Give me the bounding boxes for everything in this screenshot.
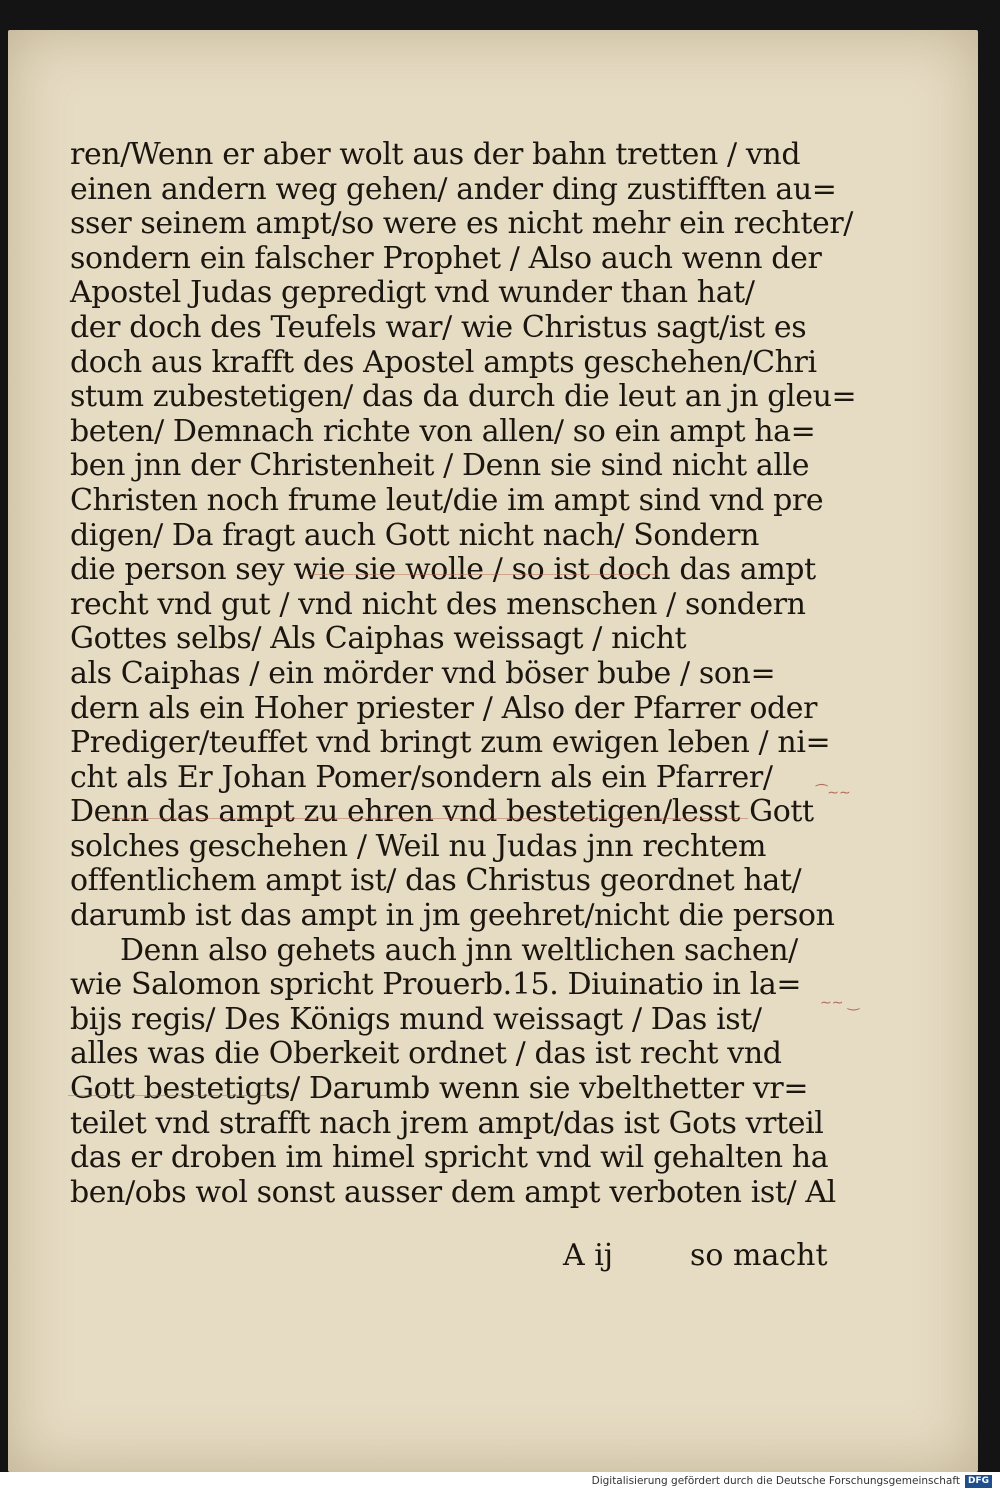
- text-line: wie Salomon spricht Prouerb.15. Diuinatio in la=: [70, 967, 802, 1003]
- text-line: recht vnd gut / vnd nicht des menschen / sondern: [70, 586, 806, 622]
- text-line: einen andern weg gehen/ ander ding zustifften au=: [70, 171, 837, 207]
- text-line: digen/ Da fragt auch Gott nicht nach/ Sondern: [70, 517, 760, 553]
- body-text: [70, 137, 857, 1210]
- margin-annotation-mark: ⁀∼∼: [816, 785, 851, 801]
- text-line: sser seinem ampt/so were es nicht mehr ein rechter/: [70, 206, 853, 242]
- book-page: [8, 30, 978, 1472]
- text-line: Christen noch frume leut/die im ampt sind vnd pre: [70, 482, 824, 518]
- funding-notice: Digitalisierung gefördert durch die Deutsche Forschungsgemeinschaft: [591, 1475, 960, 1487]
- text-line: das er droben im himel spricht vnd wil gehalten ha: [70, 1140, 829, 1176]
- underline-mark: [68, 1095, 288, 1096]
- underline-mark: [108, 818, 748, 819]
- text-line: ben jnn der Christenheit / Denn sie sind nicht alle: [70, 448, 810, 484]
- text-line: bijs regis/ Des Königs mund weissagt / Das ist/: [70, 1001, 762, 1037]
- dfg-logo: DFG: [965, 1475, 992, 1488]
- text-line: alles was die Oberkeit ordnet / das ist recht vnd: [70, 1036, 782, 1072]
- text-line: beten/ Demnach richte von allen/ so ein ampt ha=: [70, 413, 816, 449]
- text-line: offentlichem ampt ist/ das Christus geordnet hat/: [70, 863, 802, 899]
- text-line: ren/Wenn er aber wolt aus der bahn tretten / vnd: [70, 137, 801, 172]
- text-line: Gott bestetigts/ Darumb wenn sie vbelthetter vr=: [70, 1071, 809, 1107]
- text-line: sondern ein falscher Prophet / Also auch wenn der: [70, 240, 822, 276]
- text-line: Prediger/teuffet vnd bringt zum ewigen leben / ni=: [70, 725, 831, 761]
- footer-bar: [0, 1472, 1000, 1492]
- signature-mark: A ij: [563, 1238, 614, 1273]
- text-line: als Caiphas / ein mörder vnd böser bube / son=: [70, 655, 776, 691]
- text-line: ben/obs wol sonst ausser dem ampt verboten ist/ Al: [70, 1174, 836, 1210]
- text-line: solches geschehen / Weil nu Judas jnn rechtem: [70, 828, 767, 864]
- text-line: der doch des Teufels war/ wie Christus sagt/ist es: [70, 309, 807, 345]
- signature-mark-line: [563, 1238, 828, 1273]
- text-line: dern als ein Hoher priester / Also der Pfarrer oder: [70, 690, 818, 726]
- margin-annotation-mark: ∼∼ ‿: [820, 995, 860, 1011]
- text-line: stum zubestetigen/ das da durch die leut an jn gleu=: [70, 379, 857, 415]
- text-line: doch aus krafft des Apostel ampts geschehen/Chri: [70, 344, 817, 380]
- text-line: teilet vnd strafft nach jrem ampt/das ist Gots vrteil: [70, 1105, 824, 1141]
- text-line: Denn das ampt zu ehren vnd bestetigen/lesst Gott: [70, 794, 814, 830]
- text-line: Apostel Judas gepredigt vnd wunder than hat/: [70, 275, 755, 311]
- text-line: Denn also gehets auch jnn weltlichen sachen/: [120, 932, 798, 968]
- underline-mark: [308, 574, 658, 575]
- text-line: Gottes selbs/ Als Caiphas weissagt / nicht: [70, 621, 687, 657]
- text-line: cht als Er Johan Pomer/sondern als ein Pfarrer/: [70, 759, 773, 795]
- text-line: darumb ist das ampt in jm geehret/nicht die person: [70, 898, 835, 934]
- text-line: die person sey wie sie wolle / so ist doch das ampt: [70, 552, 816, 588]
- catchword: so macht: [690, 1238, 828, 1273]
